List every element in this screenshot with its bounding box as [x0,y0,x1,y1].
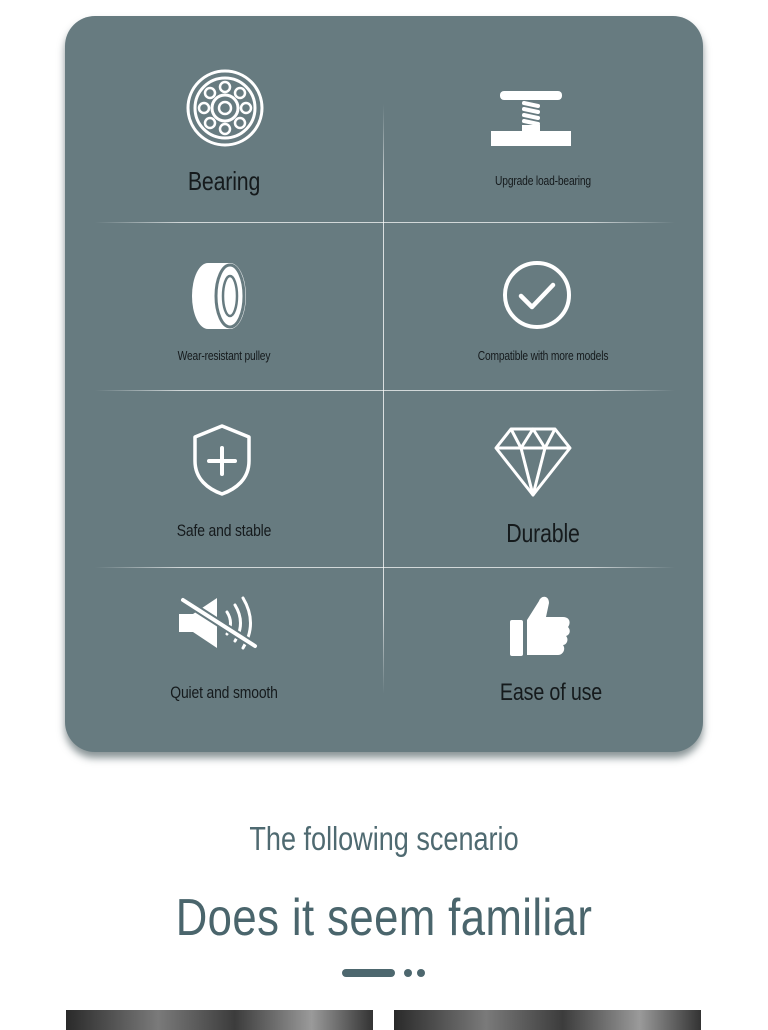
feature-label: Durable [506,518,580,548]
thumbs-up-icon [508,593,572,659]
wheel-icon [192,261,250,331]
load-press-icon [491,91,571,147]
feature-label: Wear-resistant pulley [177,349,271,363]
grid-divider-vertical [383,104,384,694]
scenario-photo [66,1010,373,1030]
grid-divider-horizontal [95,222,675,223]
section-title: Does it seem familiar [175,889,593,947]
section-subtitle: The following scenario [249,820,519,857]
section-divider-bar [342,969,395,977]
feature-label: Quiet and smooth [170,683,278,702]
feature-label: Compatible with more models [477,349,609,363]
mute-speaker-icon [177,594,259,652]
feature-label: Ease of use [499,679,603,706]
checkmark-circle-icon [501,259,573,331]
feature-label: Bearing [187,166,261,196]
feature-label: Upgrade load-bearing [495,174,591,188]
grid-divider-horizontal [95,567,675,568]
shield-plus-icon [191,423,253,497]
features-panel [65,16,703,752]
grid-divider-horizontal [95,390,675,391]
feature-label: Safe and stable [176,521,272,540]
diamond-icon [493,426,573,498]
section-divider-dot [404,969,412,977]
bearing-icon [185,68,265,148]
scenario-photo [394,1010,701,1030]
section-divider-dot [417,969,425,977]
